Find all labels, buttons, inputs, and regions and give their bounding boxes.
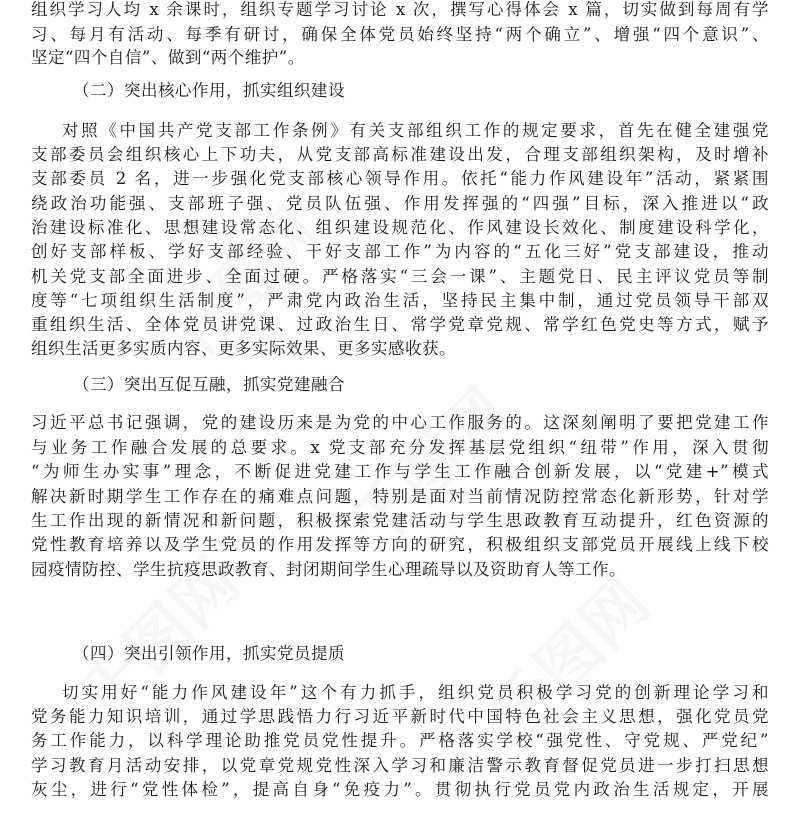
section-heading: （四）突出引领作用，抓实党员提质 [73,644,345,663]
paragraph-line: 习、每月有活动、每季有研讨，确保全体党员始终坚持“两个确立”、增强“四个意识”、 [31,25,769,44]
paragraph-line: 园疫情防控、学生抗疫思政教育、封闭期间学生心理疏导以及资助育人等工作。 [31,560,626,579]
paragraph-line: 坚定“四个自信”、做到“两个维护”。 [31,48,305,67]
paragraph-line: 度等“七项组织生活制度”，严肃党内政治生活，坚持民主集中制，通过党员领导干部双 [31,291,769,310]
paragraph-line: 灰尘，进行“党性体检”，提高自身“免疫力”。贯彻执行党员党内政治生活规定，开展 [31,780,769,799]
paragraph-line: 习近平总书记强调，党的建设历来是为党的中心工作服务的。这深刻阐明了要把党建工作 [31,413,769,432]
paragraph-line: 机关党支部全面进步、全面过硬。严格落实“三会一课”、主题党日、民主评议党员等制 [31,267,769,286]
paragraph-line: 创好支部样板、学好支部经验、干好支部工作”为内容的“五化三好”党支部建设，推动 [31,242,769,261]
paragraph-line: 与业务工作融合发展的总要求。x 党支部充分发挥基层党组织“纽带”作用，深入贯彻 [31,438,769,457]
paragraph-line: 务工作能力，以科学理论助推党员党性提升。严格落实学校“强党性、守党规、严党纪” [31,731,769,750]
paragraph-line: 绕政治功能强、支部班子强、党员队伍强、作用发挥强的“四强”目标，深入推进以“政 [31,194,769,213]
paragraph-line: 治建设标准化、思想建设常态化、组织建设规范化、作风建设长效化、制度建设科学化， [31,218,769,237]
paragraph-line: 对照《中国共产党支部工作条例》有关支部组织工作的规定要求，首先在健全建强党 [62,121,769,140]
paragraph-line: 解决新时期学生工作存在的痛难点问题，特别是面对当前情况防控常态化新形势，针对学 [31,487,769,506]
paragraph-line: “为师生办实事”理念，不断促进党建工作与学生工作融合创新发展，以“党建+”模式 [31,462,769,481]
paragraph-line: 学习教育月活动安排，以党章党规党性深入学习和廉洁警示教育督促党员进一步打扫思想 [31,756,769,775]
paragraph-line: 组织学习人均 x 余课时，组织专题学习讨论 x 次，撰写心得体会 x 篇，切实做到每周有学 [31,0,769,19]
paragraph-line: 组织生活更多实质内容、更多实际效果、更多实感收获。 [31,339,456,358]
paragraph-line: 重组织生活、全体党员讲党课、过政治生日、常学党章党规、常学红色党史等方式，赋予 [31,315,769,334]
paragraph-line: 生工作出现的新情况和新问题，积极探索党建活动与学生思政教育互动提升，红色资源的 [31,511,769,530]
paragraph-line: 党性教育培养以及学生党员的作用发挥等方向的研究，积极组织支部党员开展线上线下校 [31,535,769,554]
section-heading: （二）突出核心作用，抓实组织建设 [73,81,345,100]
paragraph-line: 支部委员 2 名，进一步强化党支部核心领导作用。依托“能力作风建设年”活动，紧紧围 [31,169,769,188]
paragraph-line: 支部委员会组织核心上下功夫，从党支部高标准建设出发，合理支部组织架构，及时增补 [31,145,769,164]
paragraph-line: 党务能力知识培训，通过学思践悟力行习近平新时代中国特色社会主义思想，强化党员党 [31,707,769,726]
section-heading: （三）突出互促互融，抓实党建融合 [73,375,345,394]
paragraph-line: 切实用好“能力作风建设年”这个有力抓手，组织党员积极学习党的创新理论学习和 [62,683,769,702]
